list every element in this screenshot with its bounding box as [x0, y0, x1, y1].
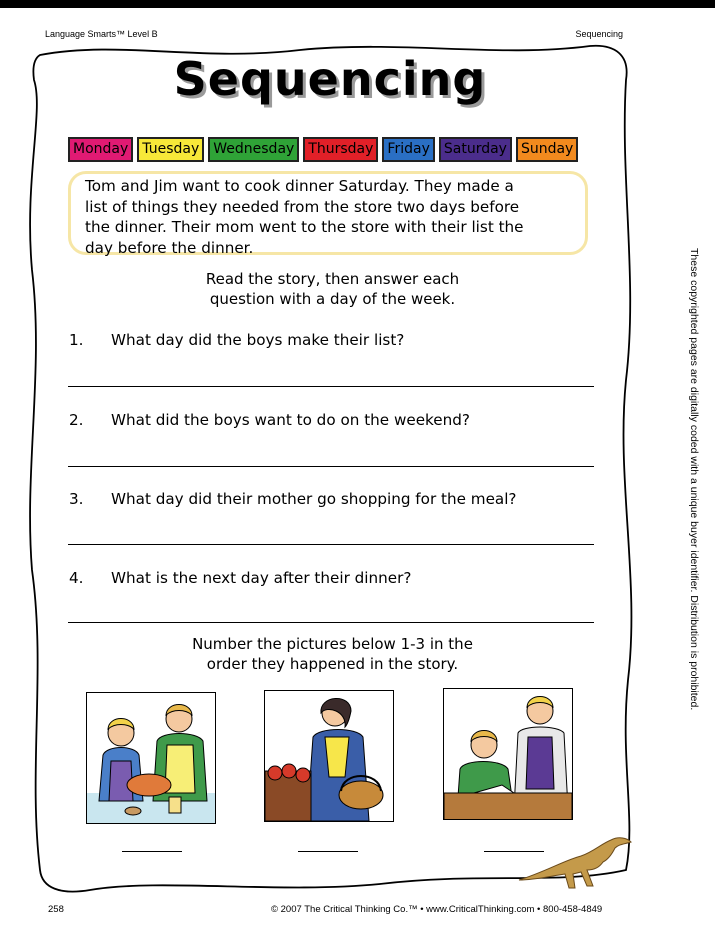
picture-boys-writing: [443, 688, 573, 820]
answer-line-4[interactable]: [68, 622, 594, 623]
page-number: 258: [48, 904, 64, 915]
question-1: [69, 331, 404, 349]
days-of-week-bar: [68, 137, 578, 162]
day-label: Friday: [382, 137, 434, 162]
question-text: What did the boys want to do on the weekend?: [111, 411, 470, 429]
story-line: day before the dinner.: [85, 238, 254, 257]
book-level-header: Language Smarts™ Level B: [45, 29, 158, 39]
question-number: 3.: [69, 490, 84, 508]
question-text: What day did their mother go shopping for the meal?: [111, 490, 517, 508]
question-2: [69, 411, 470, 429]
story-box: [68, 171, 588, 255]
question-4: [69, 569, 411, 587]
copyright-side-note: [688, 248, 710, 711]
question-3: [69, 490, 517, 508]
question-number: 2.: [69, 411, 84, 429]
day-label: Monday: [68, 137, 133, 162]
instructions-answer-questions: [0, 269, 665, 309]
day-label: Tuesday: [137, 137, 204, 162]
question-text: What is the next day after their dinner?: [111, 569, 412, 587]
side-note-text: These copyrighted pages are digitally coded with a unique buyer identifier. Distribution is prohibited.: [688, 248, 700, 711]
answer-line-1[interactable]: [68, 386, 594, 387]
instructions-number-pictures: [0, 634, 665, 674]
answer-line-3[interactable]: [68, 544, 594, 545]
dinosaur-icon: [515, 828, 635, 894]
story-line: the dinner. Their mom went to the store with their list the: [85, 218, 524, 236]
instruction-line: Read the story, then answer each: [205, 270, 460, 288]
mom-shopping-icon: [265, 691, 393, 821]
day-label: Wednesday: [208, 137, 299, 162]
boys-cooking-icon: [87, 693, 215, 823]
instruction-line: order they happened in the story.: [206, 655, 459, 673]
page-title: Sequencing: [173, 52, 487, 106]
question-text: What day did the boys make their list?: [111, 331, 405, 349]
day-label: Saturday: [439, 137, 512, 162]
picture-order-blank-2[interactable]: [298, 851, 358, 852]
answer-line-2[interactable]: [68, 466, 594, 467]
day-label: Thursday: [303, 137, 378, 162]
picture-mom-shopping: [264, 690, 394, 822]
boys-writing-list-icon: [444, 689, 572, 820]
story-line: list of things they needed from the store two days before: [85, 197, 520, 216]
picture-order-blank-1[interactable]: [122, 851, 182, 852]
day-label: Sunday: [516, 137, 578, 162]
picture-boys-cooking: [86, 692, 216, 824]
footer-copyright: © 2007 The Critical Thinking Co.™ • www.CriticalThinking.com • 800-458-4849: [271, 904, 603, 915]
story-line: Tom and Jim want to cook dinner Saturday. They made a: [85, 177, 514, 195]
question-number: 4.: [69, 569, 84, 587]
section-header: Sequencing: [575, 29, 623, 39]
instruction-line: question with a day of the week.: [209, 290, 456, 308]
question-number: 1.: [69, 331, 84, 349]
instruction-line: Number the pictures below 1-3 in the: [192, 635, 473, 653]
